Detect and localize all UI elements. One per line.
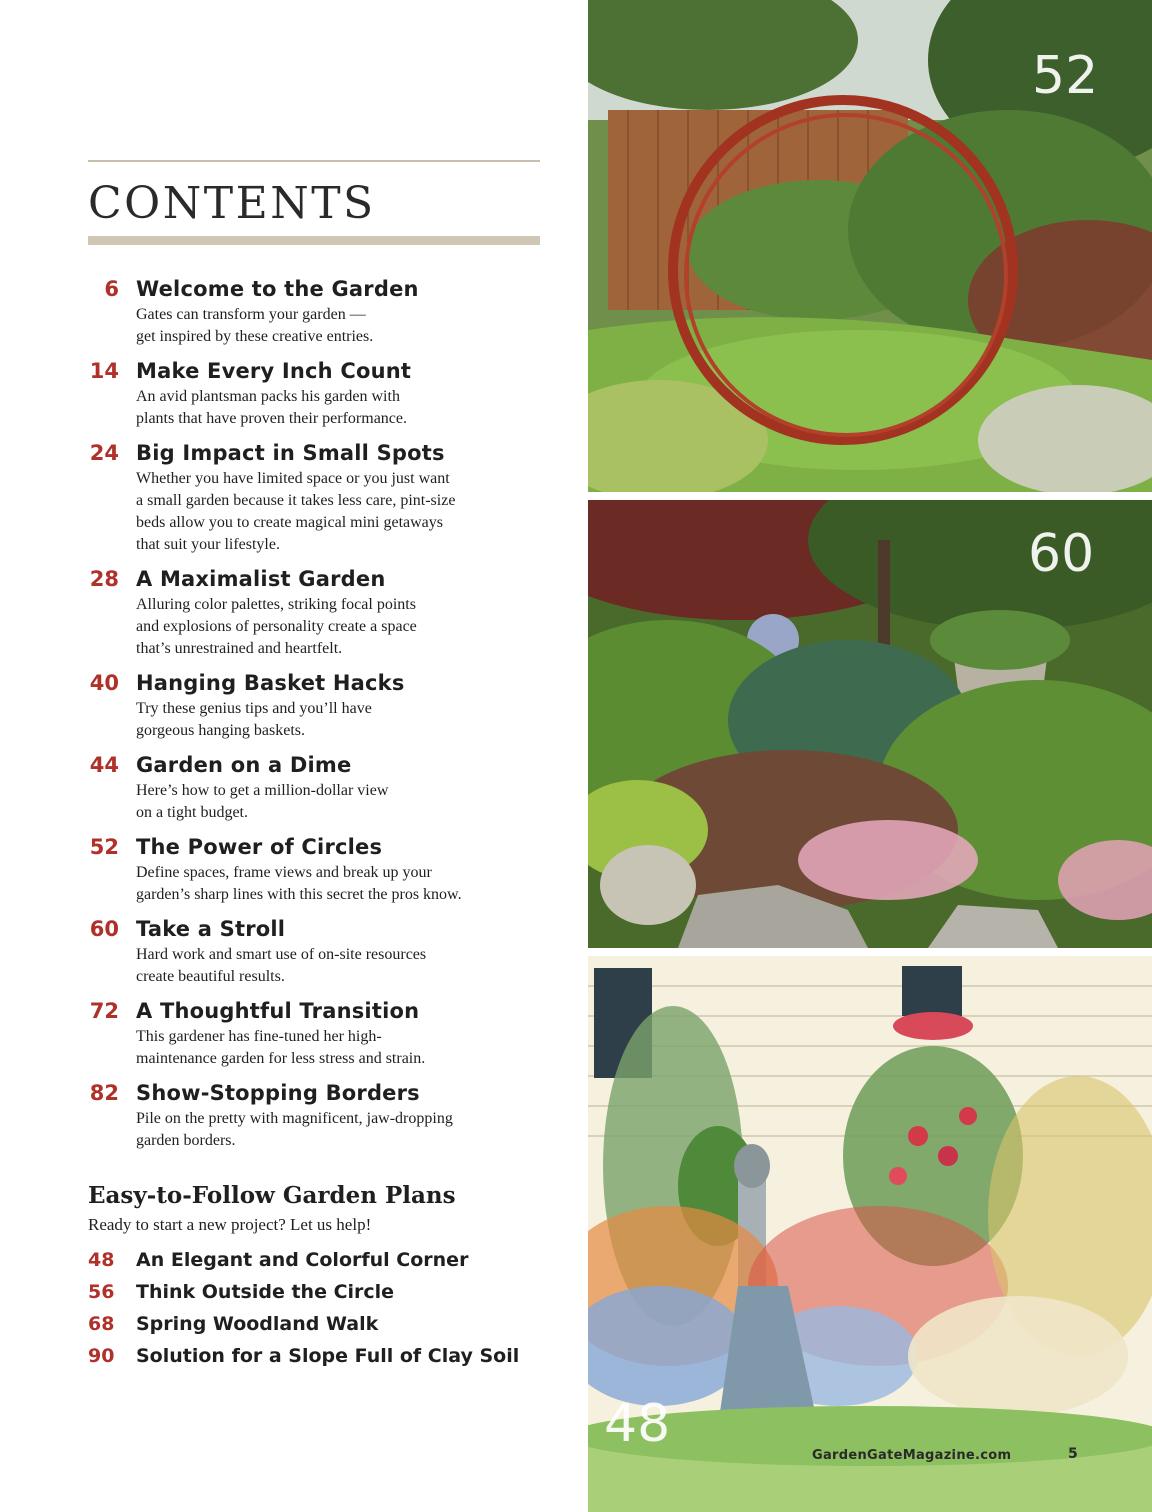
entry-page-number: 6 bbox=[104, 277, 119, 301]
entry-title: Welcome to the Garden bbox=[136, 277, 419, 301]
entry-title: A Thoughtful Transition bbox=[136, 999, 420, 1023]
plan-entry[interactable] bbox=[0, 1246, 560, 1274]
contents-heading: CONTENTS bbox=[88, 178, 376, 229]
plan-page-number: 68 bbox=[88, 1313, 115, 1335]
entry-description: Pile on the pretty with magnificent, jaw-dropping garden borders. bbox=[136, 1110, 453, 1149]
entry-title: The Power of Circles bbox=[136, 835, 383, 859]
entry-description: An avid plantsman packs his garden with plants that have proven their performance. bbox=[136, 388, 407, 427]
entry-page-number: 72 bbox=[89, 999, 119, 1023]
entry-title: Big Impact in Small Spots bbox=[136, 441, 445, 465]
photo-page-label: 52 bbox=[1032, 46, 1099, 106]
entry-page-number: 24 bbox=[89, 441, 119, 465]
entry-description: Whether you have limited space or you just want a small garden because it takes less care, pint-size beds allow you to create magical mini getaways that suit your lifestyle. bbox=[136, 470, 456, 553]
entry-page-number: 52 bbox=[89, 835, 119, 859]
entry-page-number: 44 bbox=[89, 753, 119, 777]
photo-page-label: 60 bbox=[1028, 524, 1095, 584]
plan-title: Solution for a Slope Full of Clay Soil bbox=[136, 1345, 520, 1367]
photo-page-label: 48 bbox=[604, 1394, 671, 1454]
plan-title: Spring Woodland Walk bbox=[136, 1313, 379, 1335]
plan-entry[interactable] bbox=[0, 1278, 560, 1306]
plan-page-number: 48 bbox=[88, 1249, 115, 1271]
plan-title: Think Outside the Circle bbox=[136, 1281, 395, 1303]
plan-title: An Elegant and Colorful Corner bbox=[136, 1249, 469, 1271]
watercolor-illustration bbox=[588, 956, 1152, 1512]
entry-title: Show-Stopping Borders bbox=[136, 1081, 420, 1105]
entry-title: Hanging Basket Hacks bbox=[136, 671, 405, 695]
entry-description: Hard work and smart use of on-site resources create beautiful results. bbox=[136, 946, 427, 985]
entry-description: Gates can transform your garden — get inspired by these creative entries. bbox=[136, 306, 374, 345]
entry-description: Define spaces, frame views and break up your garden’s sharp lines with this secret the pros know. bbox=[136, 864, 462, 903]
garden-plans-heading: Easy-to-Follow Garden Plans bbox=[88, 1182, 456, 1209]
entry-page-number: 14 bbox=[89, 359, 119, 383]
plan-page-number: 56 bbox=[88, 1281, 115, 1303]
entry-title: Make Every Inch Count bbox=[136, 359, 412, 383]
folio-page-number: 5 bbox=[1068, 1446, 1078, 1462]
plan-page-number: 90 bbox=[88, 1345, 115, 1367]
plan-entry[interactable] bbox=[0, 1342, 560, 1370]
circle-arbor-photo[interactable] bbox=[588, 0, 1152, 492]
title-bottom-rule bbox=[88, 236, 540, 245]
entry-title: Take a Stroll bbox=[136, 917, 286, 941]
title-top-rule bbox=[88, 160, 540, 162]
entry-page-number: 40 bbox=[89, 671, 119, 695]
entry-page-number: 60 bbox=[89, 917, 119, 941]
entry-description: Alluring color palettes, striking focal points and explosions of personality create a space that’s unrestrained and heartfelt. bbox=[136, 596, 417, 657]
hosta-garden-photo[interactable] bbox=[588, 500, 1152, 948]
entry-page-number: 82 bbox=[89, 1081, 119, 1105]
magazine-website: GardenGateMagazine.com bbox=[812, 1448, 1012, 1463]
entry-title: A Maximalist Garden bbox=[136, 567, 386, 591]
garden-plans-subheading: Ready to start a new project? Let us help! bbox=[88, 1215, 372, 1234]
entry-title: Garden on a Dime bbox=[136, 753, 352, 777]
watercolor-garden-plan[interactable] bbox=[588, 956, 1152, 1512]
entry-description: Here’s how to get a million-dollar view on a tight budget. bbox=[136, 782, 389, 821]
plan-entry[interactable] bbox=[0, 1310, 560, 1338]
entry-description: This gardener has fine-tuned her high- maintenance garden for less stress and strain. bbox=[136, 1028, 426, 1067]
entry-description: Try these genius tips and you’ll have gorgeous hanging baskets. bbox=[136, 700, 372, 739]
entry-page-number: 28 bbox=[89, 567, 119, 591]
